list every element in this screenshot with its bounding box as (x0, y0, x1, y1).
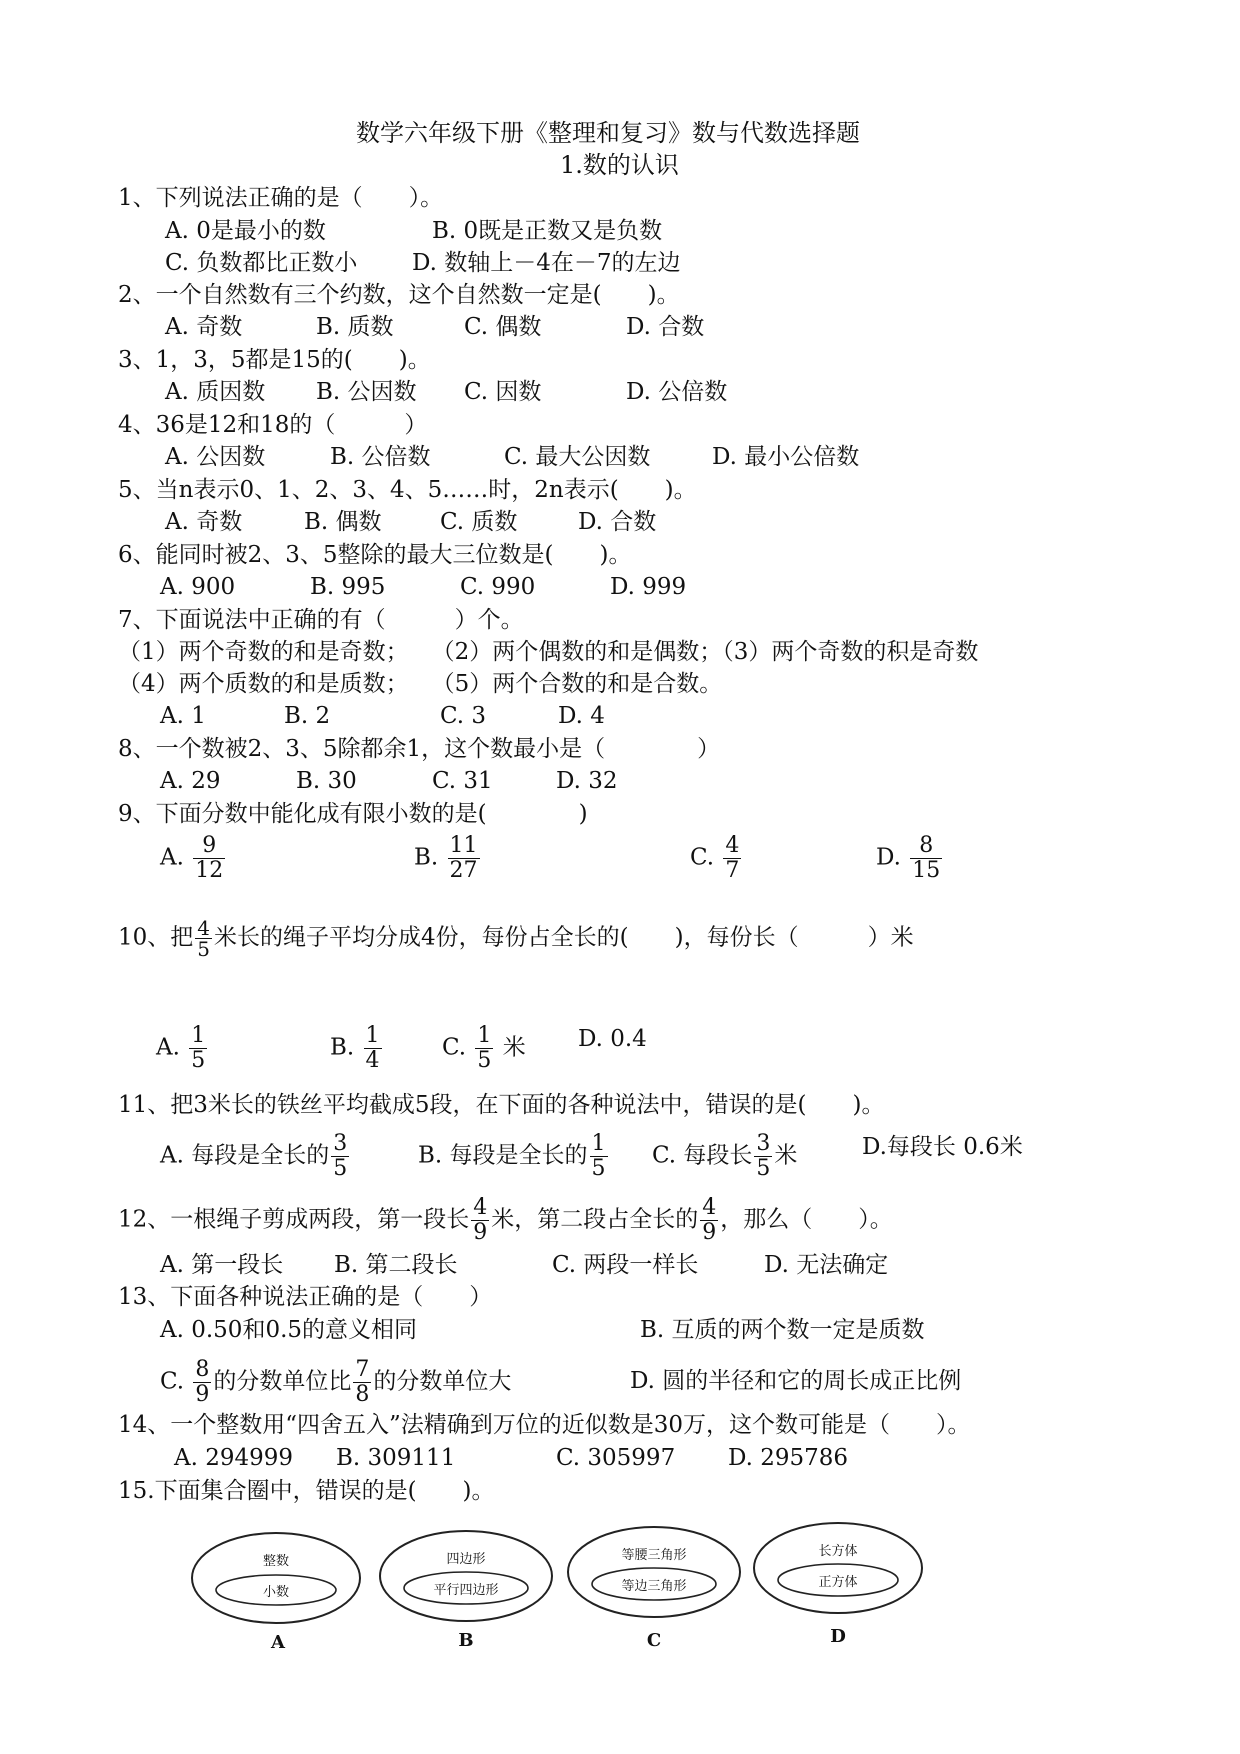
numerator: 4 (702, 1195, 717, 1220)
q9-option-a (160, 834, 227, 883)
q13-option-a: A. 0.50和0.5的意义相同 (160, 1317, 418, 1343)
option-label: B. (330, 1034, 355, 1061)
venn-diagram-c (566, 1524, 742, 1620)
option-text: C. 每段长 (652, 1142, 753, 1169)
q12-suffix: ，那么（ ）。 (720, 1206, 893, 1233)
venn-ellipses (752, 1520, 924, 1616)
q3-option-c: C. 因数 (464, 379, 542, 405)
denominator: 8 (355, 1382, 370, 1407)
q10-prefix: 10、把 (118, 924, 194, 951)
question-9-stem: 9、下面分数中能化成有限小数的是( ) (118, 801, 588, 827)
question-1-stem: 1、下列说法正确的是（ ）。 (118, 185, 444, 211)
venn-label-a: A (271, 1632, 285, 1653)
q11-option-a (160, 1132, 351, 1181)
q5-option-b: B. 偶数 (304, 509, 382, 535)
fraction (189, 1024, 207, 1073)
q12-prefix: 12、一根绳子剪成两段，第一段长 (118, 1206, 470, 1233)
q7-statement-line-1: （1）两个奇数的和是奇数； （2）两个偶数的和是偶数；（3）两个奇数的积是奇数 (118, 639, 979, 665)
q7-option-b: B. 2 (284, 703, 331, 729)
numerator: 1 (365, 1023, 380, 1048)
q5-option-d: D. 合数 (578, 509, 657, 535)
q12-option-b: B. 第二段长 (334, 1252, 458, 1278)
q4-option-d: D. 最小公倍数 (712, 444, 860, 470)
venn-ellipses (566, 1524, 742, 1620)
q12-option-d: D. 无法确定 (764, 1252, 889, 1278)
q13-option-b: B. 互质的两个数一定是质数 (640, 1317, 925, 1343)
q14-option-d: D. 295786 (728, 1445, 849, 1471)
q6-option-a: A. 900 (160, 574, 236, 600)
q7-option-d: D. 4 (558, 703, 605, 729)
numerator: 4 (725, 833, 740, 858)
numerator: 4 (473, 1195, 488, 1220)
q1-option-b: B. 0既是正数又是负数 (432, 218, 663, 244)
option-label: A. (156, 1034, 180, 1061)
question-10-stem (118, 918, 914, 959)
q11-option-d: D.每段长 0.6米 (862, 1134, 1023, 1160)
q12-middle: 米，第二段占全长的 (491, 1206, 699, 1233)
denominator: 9 (473, 1220, 488, 1245)
venn-outer-label: 等腰三角形 (621, 1548, 687, 1563)
denominator: 12 (195, 858, 224, 883)
numerator: 11 (449, 833, 478, 858)
q10-option-b (330, 1024, 384, 1073)
question-8-stem: 8、一个数被2、3、5除都余1，这个数最小是（ ） (118, 736, 721, 762)
denominator: 5 (591, 1156, 606, 1181)
denominator: 5 (477, 1048, 492, 1073)
fraction (193, 1358, 211, 1407)
q10-option-d: D. 0.4 (578, 1026, 647, 1052)
q4-option-a: A. 公因数 (165, 444, 266, 470)
option-label: D. (876, 844, 901, 871)
venn-diagram-b (378, 1528, 554, 1624)
q3-option-a: A. 质因数 (165, 379, 266, 405)
question-11-stem: 11、把3米长的铁丝平均截成5段，在下面的各种说法中，错误的是( )。 (118, 1092, 885, 1118)
q1-option-c: C. 负数都比正数小 (165, 250, 358, 276)
question-5-stem: 5、当n表示0、1、2、3、4、5……时，2n表示( )。 (118, 477, 697, 503)
q13-option-c (160, 1358, 511, 1407)
option-text: 的分数单位比 (213, 1368, 352, 1395)
q10-option-c (442, 1024, 526, 1073)
q5-option-a: A. 奇数 (165, 509, 243, 535)
venn-label-c: C (646, 1630, 662, 1651)
question-13-stem: 13、下面各种说法正确的是（ ） (118, 1284, 493, 1310)
q14-option-b: B. 309111 (336, 1445, 456, 1471)
fraction (910, 834, 942, 883)
q4-option-b: B. 公倍数 (330, 444, 431, 470)
fraction (723, 834, 741, 883)
fraction (700, 1196, 718, 1245)
fraction (193, 834, 225, 883)
q9-option-c (690, 834, 743, 883)
numerator: 3 (756, 1131, 771, 1156)
q11-option-b (418, 1132, 610, 1181)
q8-option-a: A. 29 (160, 768, 221, 794)
option-text: B. 每段是全长的 (418, 1142, 588, 1169)
question-14-stem: 14、一个整数用“四舍五入”法精确到万位的近似数是30万，这个数可能是（ ）。 (118, 1412, 971, 1438)
venn-inner-label: 正方体 (818, 1575, 858, 1590)
fraction (448, 834, 480, 883)
venn-ellipses (190, 1530, 362, 1626)
q12-option-a: A. 第一段长 (160, 1252, 284, 1278)
q8-option-d: D. 32 (556, 768, 618, 794)
venn-inner-label: 等边三角形 (621, 1579, 687, 1594)
venn-label-d: D (830, 1626, 846, 1647)
q8-option-b: B. 30 (296, 768, 357, 794)
q13-option-d: D. 圆的半径和它的周长成正比例 (630, 1368, 962, 1394)
fraction (471, 1196, 489, 1245)
q6-option-c: C. 990 (460, 574, 536, 600)
option-label: C. (690, 844, 715, 871)
numerator: 8 (910, 834, 942, 859)
q3-option-b: B. 公因数 (316, 379, 417, 405)
numerator: 1 (591, 1131, 606, 1156)
question-15-stem: 15.下面集合圈中，错误的是( )。 (118, 1478, 495, 1504)
q1-option-a: A. 0是最小的数 (165, 218, 326, 244)
fraction (754, 1132, 772, 1181)
q14-option-c: C. 305997 (556, 1445, 676, 1471)
venn-outer-label: 整数 (262, 1554, 289, 1569)
q14-option-a: A. 294999 (174, 1445, 294, 1471)
venn-outer-label: 长方体 (818, 1544, 858, 1559)
numerator: 4 (197, 916, 211, 940)
numerator: 8 (195, 1357, 210, 1382)
fraction (353, 1358, 371, 1407)
q10-option-a (156, 1024, 209, 1073)
q1-option-d: D. 数轴上－4在－7的左边 (412, 250, 681, 276)
question-12-stem (118, 1196, 893, 1245)
q2-option-b: B. 质数 (316, 314, 394, 340)
denominator: 9 (195, 1382, 210, 1407)
venn-ellipses (378, 1528, 554, 1624)
option-label: C. (160, 1368, 185, 1395)
q9-option-d (876, 834, 944, 883)
denominator: 7 (725, 858, 740, 883)
option-text: 的分数单位大 (373, 1368, 512, 1395)
denominator: 5 (197, 937, 211, 961)
q3-option-d: D. 公倍数 (626, 379, 728, 405)
q5-option-c: C. 质数 (440, 509, 518, 535)
option-label: A. (160, 844, 184, 871)
q9-option-b (414, 834, 482, 883)
section-title: 1.数的认识 (560, 151, 679, 179)
option-label: C. (442, 1034, 467, 1061)
q6-option-b: B. 995 (310, 574, 386, 600)
page-title: 数学六年级下册《整理和复习》数与代数选择题 (356, 119, 860, 147)
denominator: 4 (365, 1048, 380, 1073)
denominator: 27 (449, 858, 478, 883)
venn-inner-label: 小数 (262, 1585, 289, 1600)
q4-option-c: C. 最大公因数 (504, 444, 651, 470)
venn-label-b: B (458, 1630, 474, 1651)
venn-inner-label: 平行四边形 (433, 1583, 499, 1598)
denominator: 5 (333, 1156, 348, 1181)
unit: 米 (502, 1034, 526, 1061)
question-7-stem: 7、下面说法中正确的有（ ）个。 (118, 607, 524, 633)
option-label: B. (414, 844, 439, 871)
denominator: 9 (702, 1220, 717, 1245)
q2-option-a: A. 奇数 (165, 314, 243, 340)
numerator: 7 (355, 1357, 370, 1382)
q6-option-d: D. 999 (610, 574, 687, 600)
q10-suffix: 米长的绳子平均分成4份，每份占全长的( )，每份长（ ）米 (214, 924, 914, 951)
fraction (195, 918, 212, 959)
question-6-stem: 6、能同时被2、3、5整除的最大三位数是( )。 (118, 542, 632, 568)
q2-option-c: C. 偶数 (464, 314, 542, 340)
venn-diagram-d (752, 1520, 924, 1616)
q11-option-c (652, 1132, 797, 1181)
numerator: 3 (333, 1131, 348, 1156)
fraction (364, 1024, 382, 1073)
q7-option-a: A. 1 (160, 703, 206, 729)
numerator: 1 (477, 1023, 492, 1048)
denominator: 15 (912, 858, 941, 883)
option-text: A. 每段是全长的 (160, 1142, 330, 1169)
question-3-stem: 3、1，3，5都是15的( )。 (118, 347, 431, 373)
numerator: 9 (193, 834, 225, 859)
unit: 米 (774, 1142, 798, 1169)
venn-outer-label: 四边形 (446, 1552, 486, 1567)
question-2-stem: 2、一个自然数有三个约数，这个自然数一定是( )。 (118, 282, 680, 308)
fraction (331, 1132, 349, 1181)
question-4-stem: 4、36是12和18的（ ） (118, 412, 428, 438)
fraction (475, 1024, 493, 1073)
q2-option-d: D. 合数 (626, 314, 705, 340)
venn-diagram-a (190, 1530, 362, 1626)
q7-statement-line-2: （4）两个质数的和是质数； （5）两个合数的和是合数。 (118, 671, 723, 697)
q8-option-c: C. 31 (432, 768, 493, 794)
numerator: 1 (191, 1023, 206, 1048)
fraction (590, 1132, 608, 1181)
q7-option-c: C. 3 (440, 703, 487, 729)
q12-option-c: C. 两段一样长 (552, 1252, 699, 1278)
denominator: 5 (756, 1156, 771, 1181)
denominator: 5 (191, 1048, 206, 1073)
